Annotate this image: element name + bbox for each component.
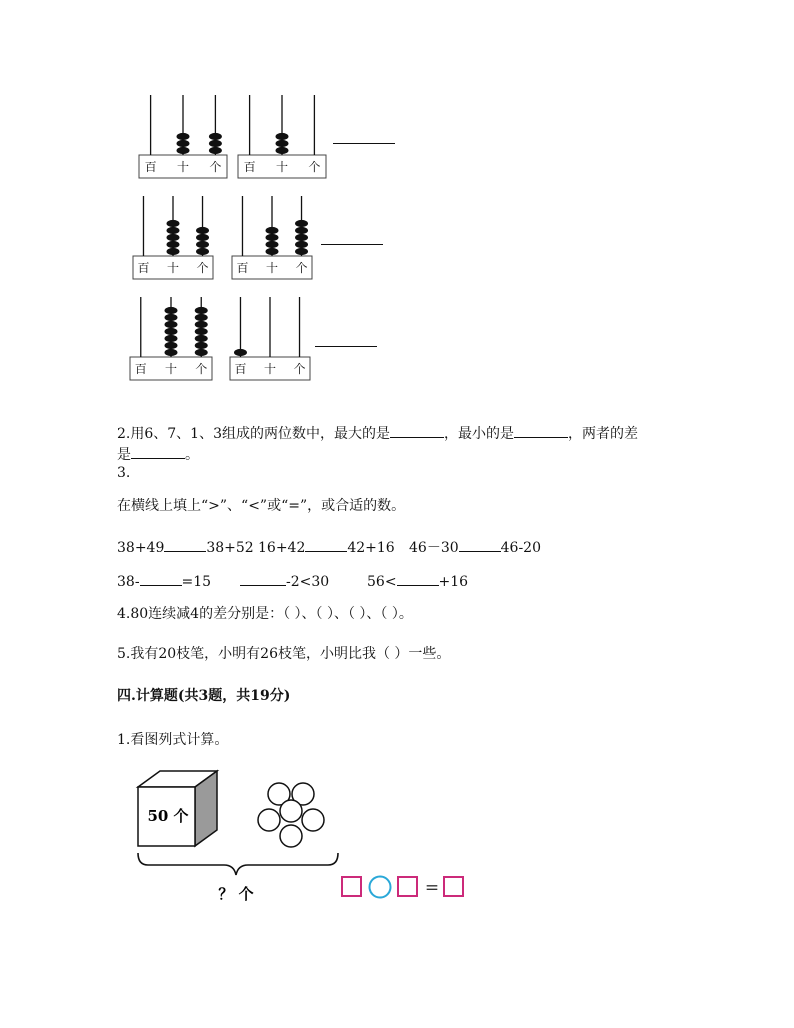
q3-r1c3-blank[interactable] (459, 537, 501, 552)
q2-text-e: 。 (185, 447, 199, 463)
abacus-bead (209, 147, 222, 154)
abacus-bead (167, 241, 180, 248)
abacus-bead (195, 321, 208, 328)
q3-item-6 (367, 571, 468, 590)
q2-text-b: ，最小的是 (444, 426, 514, 442)
q3-r2c1-left: 38- (117, 574, 140, 590)
abacus-bead (177, 147, 190, 154)
abacus-label-hundreds: 百 (134, 362, 147, 376)
box-label: 50 个 (147, 807, 189, 825)
abacus-bead (266, 241, 279, 248)
answer-box-1[interactable] (342, 877, 361, 896)
question-3-number: 3. (117, 465, 131, 481)
abacus-2 (237, 95, 327, 180)
abacus-bead (295, 241, 308, 248)
abacus-bead (195, 307, 208, 314)
q3-r2c2-blank[interactable] (240, 571, 286, 586)
question-4: 4.80连续减4的差分别是：（ ）、（ ）、（ ）、（ ）。 (117, 606, 413, 622)
answer-line-row1[interactable] (333, 143, 395, 144)
abacus-bead (167, 234, 180, 241)
calc-question-1: 1.看图列式计算。 (117, 732, 229, 748)
abacus-bead (195, 349, 208, 356)
abacus-label-ones: 个 (295, 261, 308, 275)
q2-text-a: 2.用6、7、1、3组成的两位数中，最大的是 (117, 426, 390, 442)
abacus-bead (165, 314, 178, 321)
abacus-bead (195, 335, 208, 342)
abacus-label-tens: 十 (176, 160, 190, 174)
illustration (130, 765, 480, 909)
question-5: 5.我有20枝笔，小明有26枝笔，小明比我（ ）一些。 (117, 646, 451, 662)
abacus-bead (165, 335, 178, 342)
q3-r1c3-left: 46－30 (409, 540, 459, 556)
abacus-bead (177, 140, 190, 147)
q3-r1c1-left: 38+49 (117, 540, 165, 556)
abacus-bead (295, 234, 308, 241)
abacus-3 (132, 196, 214, 281)
abacus-bead (195, 328, 208, 335)
abacus-label-ones: 个 (293, 362, 306, 376)
cube-icon (138, 771, 217, 846)
abacus-label-tens: 十 (164, 362, 178, 376)
abacus-bead (165, 349, 178, 356)
q3-r1c2-left: 16+42 (258, 540, 306, 556)
abacus-bead (295, 220, 308, 227)
abacus-bead (196, 234, 209, 241)
q3-item-5 (240, 571, 329, 590)
abacus-bead (165, 328, 178, 335)
question-2-line1 (117, 423, 638, 443)
abacus-bead (196, 227, 209, 234)
operator-circle[interactable] (370, 877, 391, 898)
abacus-bead (209, 140, 222, 147)
q2-blank-max[interactable] (390, 423, 444, 438)
q3-r2c3-left: 56< (367, 574, 397, 590)
flower-circle (302, 809, 324, 831)
abacus-label-hundreds: 百 (234, 362, 247, 376)
q3-r1c3-right: 46-20 (500, 540, 541, 556)
q3-r2c1-blank[interactable] (140, 571, 182, 586)
abacus-bead (266, 227, 279, 234)
total-label: ？ 个 (218, 885, 254, 903)
abacus-bead (266, 234, 279, 241)
q2-text-d: 是 (117, 447, 131, 463)
abacus-6 (229, 297, 311, 382)
abacus-label-ones: 个 (209, 160, 222, 174)
abacus-4 (231, 196, 313, 281)
illustration-svg (130, 765, 480, 905)
q3-r2c2-right: -2<30 (286, 574, 330, 590)
abacus-label-ones: 个 (195, 362, 208, 376)
abacus-bead (165, 307, 178, 314)
abacus-bead (196, 248, 209, 255)
q3-item-1 (117, 537, 254, 556)
abacus-bead (295, 227, 308, 234)
question-3-instruction: 在横线上填上“>”、“<”或“=”，或合适的数。 (117, 498, 406, 514)
abacus-label-tens: 十 (166, 261, 180, 275)
abacus-label-hundreds: 百 (236, 261, 249, 275)
circle-cluster (258, 783, 324, 847)
answer-line-row2[interactable] (321, 244, 383, 245)
flower-circle (280, 825, 302, 847)
abacus-bead (165, 321, 178, 328)
q3-r1c1-blank[interactable] (164, 537, 206, 552)
abacus-5 (129, 297, 213, 382)
abacus-bead (276, 147, 289, 154)
abacus-label-tens: 十 (275, 160, 289, 174)
q3-r2c3-right: +16 (438, 574, 469, 590)
q3-r1c2-blank[interactable] (305, 537, 347, 552)
abacus-bead (167, 248, 180, 255)
abacus-label-ones: 个 (196, 261, 209, 275)
flower-circle (280, 800, 302, 822)
abacus-bead (234, 349, 247, 356)
q3-item-2 (258, 537, 395, 556)
q2-text-c: ，两者的差 (568, 426, 638, 442)
abacus-bead (276, 133, 289, 140)
abacus-label-hundreds: 百 (243, 160, 256, 174)
abacus-bead (165, 342, 178, 349)
question-2-line2 (117, 444, 199, 464)
flower-circle (258, 809, 280, 831)
abacus-bead (167, 227, 180, 234)
abacus-label-hundreds: 百 (144, 160, 157, 174)
abacus-label-ones: 个 (308, 160, 321, 174)
abacus-bead (177, 133, 190, 140)
q2-blank-diff[interactable] (131, 444, 185, 459)
brace (138, 853, 338, 875)
abacus-1 (138, 95, 228, 180)
q3-item-3 (409, 537, 541, 557)
q3-item-4 (117, 571, 211, 590)
equals-sign: = (424, 878, 440, 898)
abacus-bead (195, 342, 208, 349)
q2-blank-min[interactable] (514, 423, 568, 438)
q3-r1c1-right: 38+52 (206, 540, 254, 556)
abacus-bead (266, 248, 279, 255)
abacus-bead (167, 220, 180, 227)
q3-r2c3-blank[interactable] (397, 571, 439, 586)
abacus-bead (295, 248, 308, 255)
answer-box-2[interactable] (398, 877, 417, 896)
q3-r1c2-right: 42+16 (347, 540, 395, 556)
abacus-label-tens: 十 (263, 362, 277, 376)
answer-box-result[interactable] (444, 877, 463, 896)
section-4-heading: 四.计算题(共3题，共19分) (117, 688, 291, 704)
abacus-bead (196, 241, 209, 248)
abacus-label-tens: 十 (265, 261, 279, 275)
abacus-bead (209, 133, 222, 140)
abacus-bead (276, 140, 289, 147)
abacus-bead (195, 314, 208, 321)
q3-r2c1-right: =15 (181, 574, 212, 590)
abacus-label-hundreds: 百 (137, 261, 150, 275)
answer-line-row3[interactable] (315, 346, 377, 347)
